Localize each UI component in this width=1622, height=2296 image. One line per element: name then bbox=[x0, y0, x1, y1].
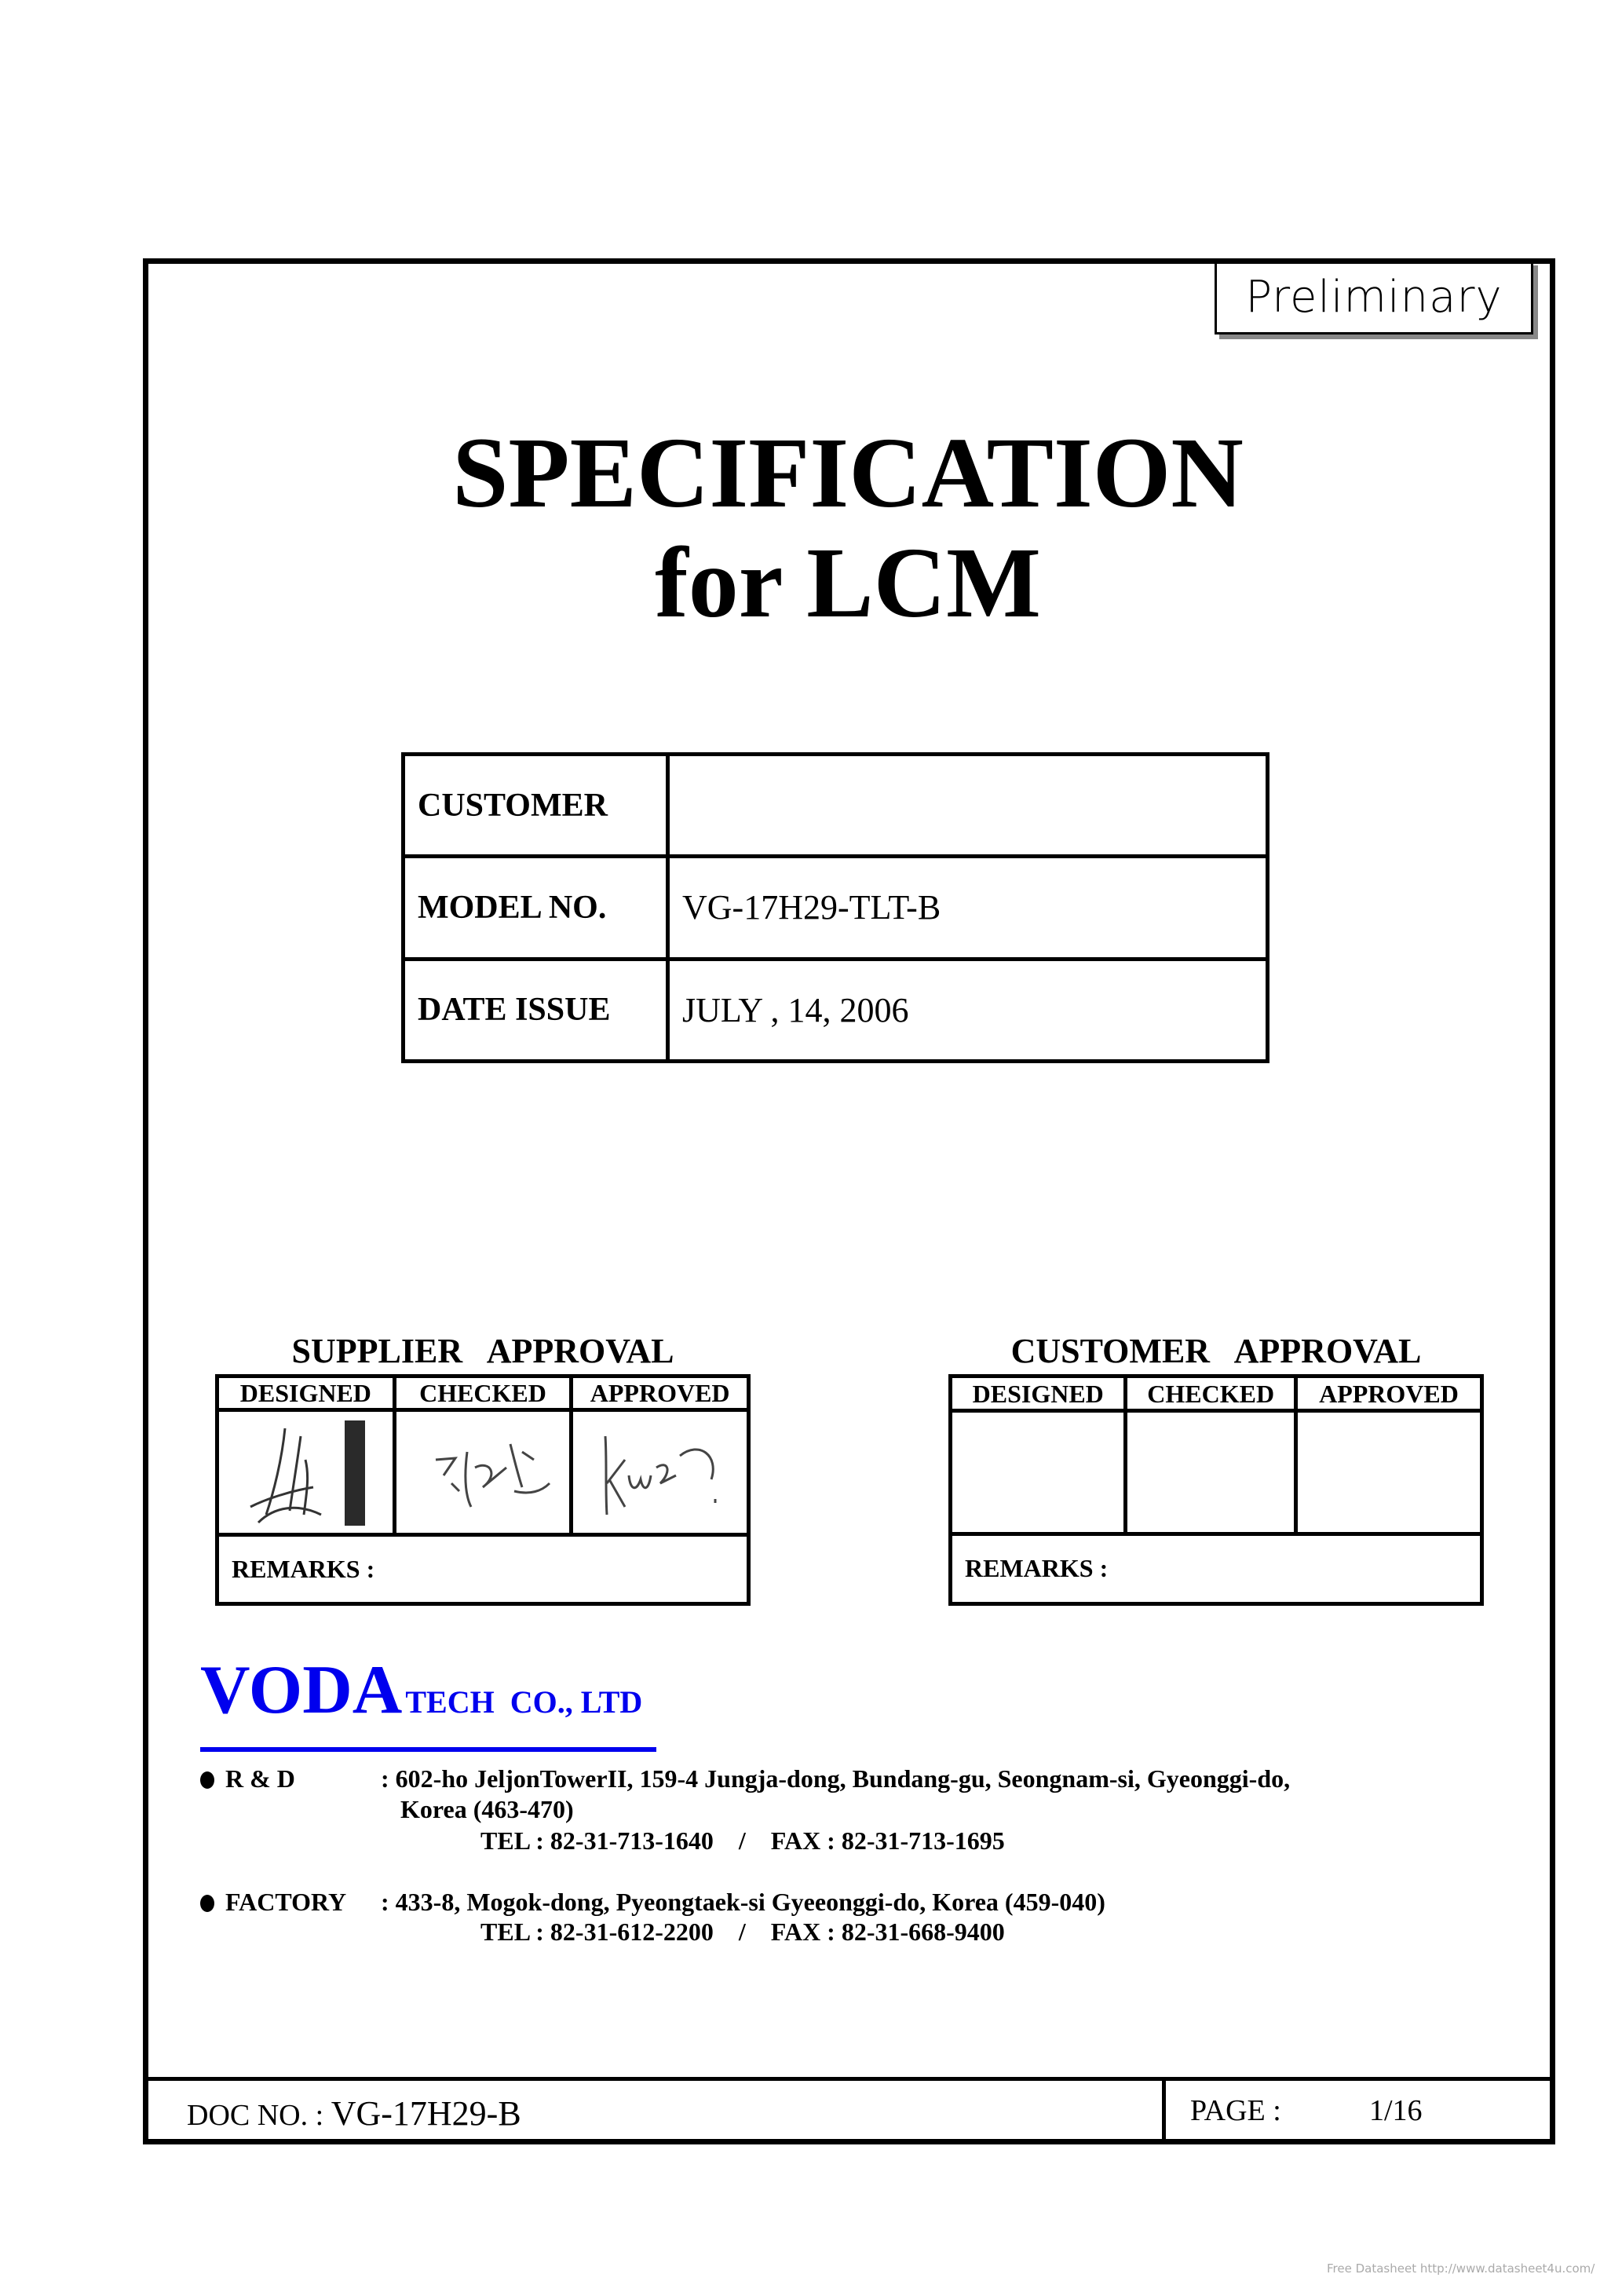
checked-header: CHECKED bbox=[394, 1377, 572, 1410]
checked-signature-cell bbox=[1126, 1411, 1296, 1534]
company-name-suffix: TECH CO., LTD bbox=[405, 1684, 643, 1720]
factory-label bbox=[200, 1887, 346, 1917]
customer-value bbox=[668, 755, 1268, 857]
date-value: JULY , 14, 2006 bbox=[668, 959, 1268, 1061]
approved-header: APPROVED bbox=[1295, 1377, 1481, 1411]
model-label: MODEL NO. bbox=[404, 857, 668, 959]
customer-label: CUSTOMER bbox=[404, 755, 668, 857]
document-subtitle: for LCM bbox=[655, 527, 1041, 638]
supplier-remarks-label: REMARKS : bbox=[217, 1535, 749, 1604]
table-row bbox=[404, 959, 1268, 1061]
doc-number-label: DOC NO. : bbox=[187, 2099, 324, 2132]
table-row bbox=[404, 755, 1268, 857]
factory-label-text: FACTORY bbox=[225, 1888, 347, 1916]
document-title: SPECIFICATION bbox=[452, 417, 1244, 528]
footer-divider bbox=[143, 2077, 1555, 2081]
supplier-approval-table bbox=[215, 1374, 751, 1606]
company-name-main: VODA bbox=[200, 1652, 403, 1728]
model-value: VG-17H29-TLT-B bbox=[668, 857, 1268, 959]
watermark: Free Datasheet http://www.datasheet4u.com/ bbox=[1327, 2261, 1595, 2276]
customer-approval-table bbox=[948, 1374, 1484, 1606]
doc-number-value: VG-17H29-B bbox=[331, 2094, 521, 2133]
customer-remarks-label: REMARKS : bbox=[951, 1534, 1482, 1603]
designed-signature-cell bbox=[951, 1411, 1126, 1534]
company-name bbox=[200, 1653, 656, 1752]
factory-address: : 433-8, Mogok-dong, Pyeongtaek-si Gyeeonggi-do, Korea (459-040) bbox=[381, 1888, 1105, 1916]
page-number: 1/16 bbox=[1369, 2094, 1423, 2127]
designed-header: DESIGNED bbox=[951, 1377, 1126, 1411]
rd-tel-fax: TEL : 82-31-713-1640 / FAX : 82-31-713-1695 bbox=[480, 1826, 1005, 1855]
table-row bbox=[404, 857, 1268, 959]
doc-number bbox=[187, 2093, 521, 2133]
designed-header: DESIGNED bbox=[217, 1377, 395, 1410]
approved-header: APPROVED bbox=[572, 1377, 749, 1410]
factory-tel-fax: TEL : 82-31-612-2200 / FAX : 82-31-668-9400 bbox=[480, 1918, 1005, 1946]
designed-signature bbox=[217, 1410, 395, 1535]
approved-signature bbox=[572, 1410, 749, 1535]
date-label: DATE ISSUE bbox=[404, 959, 668, 1061]
preliminary-badge: Preliminary bbox=[1215, 261, 1533, 335]
supplier-approval-heading: SUPPLIER APPROVAL bbox=[291, 1332, 674, 1370]
footer-column-divider bbox=[1162, 2077, 1166, 2144]
bullet-icon bbox=[200, 1771, 214, 1789]
rd-label bbox=[200, 1764, 295, 1793]
rd-address-line2: Korea (463-470) bbox=[400, 1795, 574, 1823]
page-label: PAGE : bbox=[1190, 2094, 1281, 2127]
rd-label-text: R & D bbox=[225, 1764, 295, 1793]
checked-signature bbox=[394, 1410, 572, 1535]
approved-signature-cell bbox=[1295, 1411, 1481, 1534]
checked-header: CHECKED bbox=[1126, 1377, 1296, 1411]
rd-address-line1: : 602-ho JeljonTowerII, 159-4 Jungja-dong, Bundang-gu, Seongnam-si, Gyeonggi-do, bbox=[381, 1764, 1291, 1793]
bullet-icon bbox=[200, 1895, 214, 1912]
customer-approval-heading: CUSTOMER APPROVAL bbox=[1010, 1332, 1422, 1370]
info-table bbox=[401, 752, 1269, 1063]
